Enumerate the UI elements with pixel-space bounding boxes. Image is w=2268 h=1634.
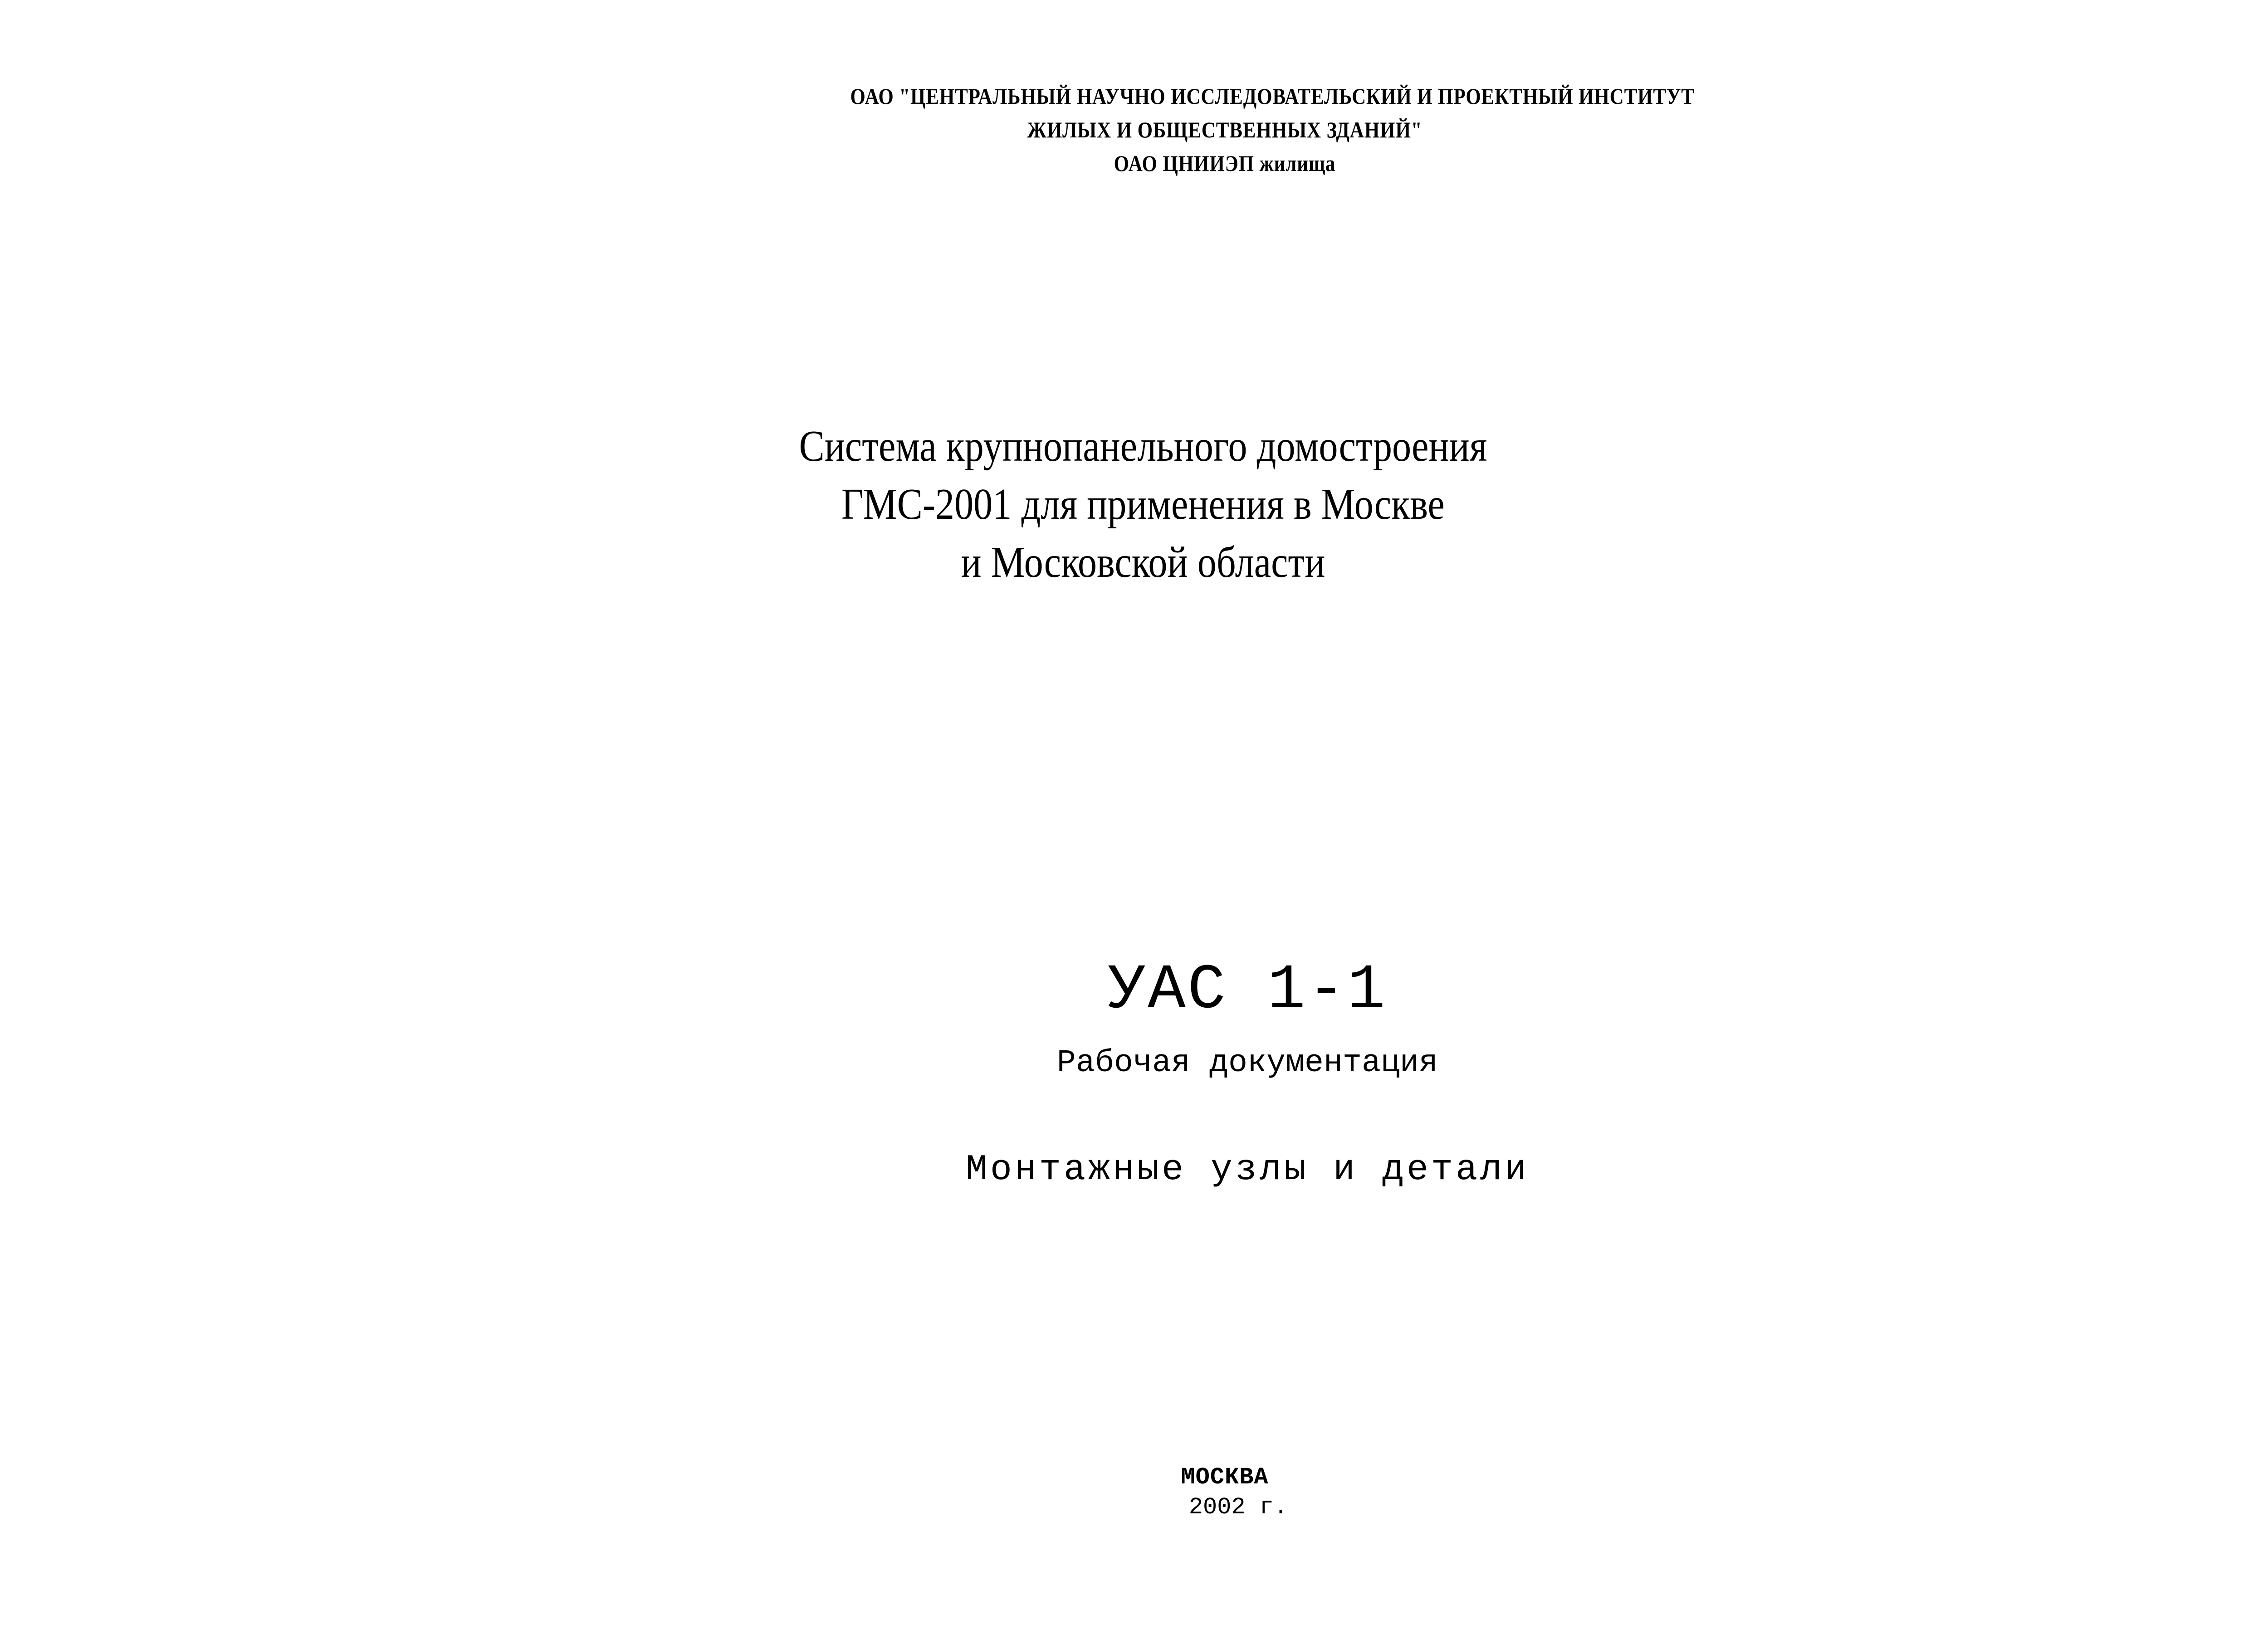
document-kind: Рабочая документация xyxy=(1056,1045,1438,1081)
imprint xyxy=(1111,1463,1338,1522)
imprint-year: 2002 г. xyxy=(1188,1494,1288,1521)
document-code: УАС 1-1 xyxy=(1107,955,1388,1027)
system-title-line-3: и Московской области xyxy=(961,538,1325,587)
imprint-city: МОСКВА xyxy=(1181,1464,1269,1491)
organization-line-3: ОАО ЦНИИЭП жилища xyxy=(1114,151,1336,176)
system-title-line-2: ГМС-2001 для применения в Москве xyxy=(841,480,1445,529)
organization-line-2: ЖИЛЫХ И ОБЩЕСТВЕННЫХ ЗДАНИЙ" xyxy=(1027,117,1422,142)
document-subject: Монтажные узлы и детали xyxy=(965,1149,1530,1190)
organization-header xyxy=(850,79,1695,180)
organization-line-1: ОАО "ЦЕНТРАЛЬНЫЙ НАУЧНО ИССЛЕДОВАТЕЛЬСКИЙ И ПРОЕКТНЫЙ ИНСТИТУТ xyxy=(850,83,1695,109)
system-title-line-1: Система крупнопанельного домостроения xyxy=(799,422,1487,471)
system-title xyxy=(792,417,1494,591)
